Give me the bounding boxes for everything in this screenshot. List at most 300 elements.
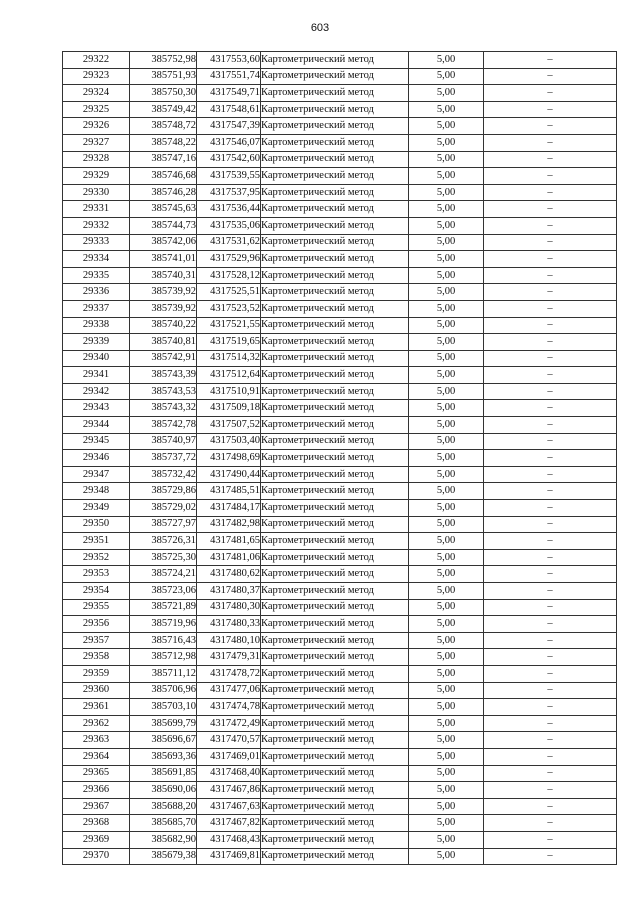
y-coordinate-cell: 4317549,71 — [197, 85, 261, 102]
method-cell: Картометрический метод — [261, 533, 409, 550]
table-row — [63, 599, 617, 616]
point-number-cell: 29336 — [63, 284, 130, 301]
y-coordinate-cell: 4317519,65 — [197, 334, 261, 351]
table-row — [63, 533, 617, 550]
point-number-cell: 29368 — [63, 815, 130, 832]
point-number-cell: 29352 — [63, 549, 130, 566]
accuracy-cell: 5,00 — [409, 450, 484, 467]
method-cell: Картометрический метод — [261, 383, 409, 400]
description-cell: – — [484, 234, 617, 251]
description-cell: – — [484, 516, 617, 533]
method-cell: Картометрический метод — [261, 284, 409, 301]
method-cell: Картометрический метод — [261, 483, 409, 500]
description-cell: – — [484, 500, 617, 517]
point-number-cell: 29359 — [63, 665, 130, 682]
point-number-cell: 29334 — [63, 251, 130, 268]
accuracy-cell: 5,00 — [409, 101, 484, 118]
point-number-cell: 29332 — [63, 217, 130, 234]
y-coordinate-cell: 4317485,51 — [197, 483, 261, 500]
method-cell: Картометрический метод — [261, 748, 409, 765]
accuracy-cell: 5,00 — [409, 616, 484, 633]
table-row — [63, 748, 617, 765]
point-number-cell: 29360 — [63, 682, 130, 699]
y-coordinate-cell: 4317484,17 — [197, 500, 261, 517]
point-number-cell: 29335 — [63, 267, 130, 284]
point-number-cell: 29340 — [63, 350, 130, 367]
method-cell: Картометрический метод — [261, 715, 409, 732]
method-cell: Картометрический метод — [261, 134, 409, 151]
accuracy-cell: 5,00 — [409, 665, 484, 682]
accuracy-cell: 5,00 — [409, 234, 484, 251]
x-coordinate-cell: 385740,22 — [130, 317, 197, 334]
table-row — [63, 466, 617, 483]
description-cell: – — [484, 52, 617, 69]
table-row — [63, 815, 617, 832]
method-cell: Картометрический метод — [261, 665, 409, 682]
point-number-cell: 29369 — [63, 831, 130, 848]
x-coordinate-cell: 385745,63 — [130, 201, 197, 218]
x-coordinate-cell: 385723,06 — [130, 583, 197, 600]
method-cell: Картометрический метод — [261, 566, 409, 583]
point-number-cell: 29361 — [63, 699, 130, 716]
method-cell: Картометрический метод — [261, 251, 409, 268]
x-coordinate-cell: 385732,42 — [130, 466, 197, 483]
method-cell: Картометрический метод — [261, 815, 409, 832]
x-coordinate-cell: 385739,92 — [130, 284, 197, 301]
description-cell: – — [484, 350, 617, 367]
x-coordinate-cell: 385746,68 — [130, 168, 197, 185]
accuracy-cell: 5,00 — [409, 334, 484, 351]
accuracy-cell: 5,00 — [409, 417, 484, 434]
y-coordinate-cell: 4317539,55 — [197, 168, 261, 185]
description-cell: – — [484, 334, 617, 351]
point-number-cell: 29322 — [63, 52, 130, 69]
table-row — [63, 732, 617, 749]
point-number-cell: 29363 — [63, 732, 130, 749]
point-number-cell: 29324 — [63, 85, 130, 102]
method-cell: Картометрический метод — [261, 267, 409, 284]
y-coordinate-cell: 4317479,31 — [197, 649, 261, 666]
accuracy-cell: 5,00 — [409, 184, 484, 201]
table-row — [63, 715, 617, 732]
accuracy-cell: 5,00 — [409, 201, 484, 218]
accuracy-cell: 5,00 — [409, 699, 484, 716]
method-cell: Картометрический метод — [261, 201, 409, 218]
point-number-cell: 29364 — [63, 748, 130, 765]
table-row — [63, 134, 617, 151]
point-number-cell: 29329 — [63, 168, 130, 185]
point-number-cell: 29347 — [63, 466, 130, 483]
accuracy-cell: 5,00 — [409, 765, 484, 782]
point-number-cell: 29349 — [63, 500, 130, 517]
method-cell: Картометрический метод — [261, 732, 409, 749]
description-cell: – — [484, 748, 617, 765]
description-cell: – — [484, 217, 617, 234]
table-row — [63, 267, 617, 284]
point-number-cell: 29348 — [63, 483, 130, 500]
table-row — [63, 383, 617, 400]
x-coordinate-cell: 385726,31 — [130, 533, 197, 550]
method-cell: Картометрический метод — [261, 682, 409, 699]
y-coordinate-cell: 4317536,44 — [197, 201, 261, 218]
y-coordinate-cell: 4317481,06 — [197, 549, 261, 566]
x-coordinate-cell: 385751,93 — [130, 68, 197, 85]
page-number: 603 — [310, 22, 330, 34]
table-row — [63, 417, 617, 434]
table-row — [63, 52, 617, 69]
description-cell: – — [484, 599, 617, 616]
point-number-cell: 29333 — [63, 234, 130, 251]
accuracy-cell: 5,00 — [409, 782, 484, 799]
accuracy-cell: 5,00 — [409, 267, 484, 284]
point-number-cell: 29339 — [63, 334, 130, 351]
x-coordinate-cell: 385744,73 — [130, 217, 197, 234]
table-body — [63, 52, 617, 865]
x-coordinate-cell: 385691,85 — [130, 765, 197, 782]
y-coordinate-cell: 4317548,61 — [197, 101, 261, 118]
accuracy-cell: 5,00 — [409, 566, 484, 583]
x-coordinate-cell: 385742,91 — [130, 350, 197, 367]
description-cell: – — [484, 151, 617, 168]
accuracy-cell: 5,00 — [409, 715, 484, 732]
table-row — [63, 566, 617, 583]
accuracy-cell: 5,00 — [409, 831, 484, 848]
description-cell: – — [484, 267, 617, 284]
y-coordinate-cell: 4317542,60 — [197, 151, 261, 168]
table-row — [63, 433, 617, 450]
x-coordinate-cell: 385729,02 — [130, 500, 197, 517]
description-cell: – — [484, 383, 617, 400]
description-cell: – — [484, 566, 617, 583]
method-cell: Картометрический метод — [261, 500, 409, 517]
x-coordinate-cell: 385742,78 — [130, 417, 197, 434]
description-cell: – — [484, 798, 617, 815]
method-cell: Картометрический метод — [261, 433, 409, 450]
y-coordinate-cell: 4317498,69 — [197, 450, 261, 467]
accuracy-cell: 5,00 — [409, 649, 484, 666]
method-cell: Картометрический метод — [261, 334, 409, 351]
y-coordinate-cell: 4317480,37 — [197, 583, 261, 600]
y-coordinate-cell: 4317509,18 — [197, 400, 261, 417]
method-cell: Картометрический метод — [261, 831, 409, 848]
description-cell: – — [484, 317, 617, 334]
method-cell: Картометрический метод — [261, 217, 409, 234]
method-cell: Картометрический метод — [261, 118, 409, 135]
y-coordinate-cell: 4317547,39 — [197, 118, 261, 135]
y-coordinate-cell: 4317529,96 — [197, 251, 261, 268]
point-number-cell: 29341 — [63, 367, 130, 384]
table-row — [63, 85, 617, 102]
method-cell: Картометрический метод — [261, 782, 409, 799]
point-number-cell: 29358 — [63, 649, 130, 666]
accuracy-cell: 5,00 — [409, 251, 484, 268]
method-cell: Картометрический метод — [261, 798, 409, 815]
table-row — [63, 284, 617, 301]
y-coordinate-cell: 4317470,57 — [197, 732, 261, 749]
description-cell: – — [484, 715, 617, 732]
table-row — [63, 217, 617, 234]
point-number-cell: 29344 — [63, 417, 130, 434]
description-cell: – — [484, 184, 617, 201]
point-number-cell: 29338 — [63, 317, 130, 334]
description-cell: – — [484, 583, 617, 600]
table-row — [63, 516, 617, 533]
method-cell: Картометрический метод — [261, 699, 409, 716]
x-coordinate-cell: 385699,79 — [130, 715, 197, 732]
y-coordinate-cell: 4317546,07 — [197, 134, 261, 151]
x-coordinate-cell: 385729,86 — [130, 483, 197, 500]
x-coordinate-cell: 385746,28 — [130, 184, 197, 201]
point-number-cell: 29353 — [63, 566, 130, 583]
table-row — [63, 118, 617, 135]
description-cell: – — [484, 483, 617, 500]
table-row — [63, 632, 617, 649]
method-cell: Картометрический метод — [261, 599, 409, 616]
table-row — [63, 201, 617, 218]
method-cell: Картометрический метод — [261, 400, 409, 417]
y-coordinate-cell: 4317472,49 — [197, 715, 261, 732]
accuracy-cell: 5,00 — [409, 217, 484, 234]
x-coordinate-cell: 385690,06 — [130, 782, 197, 799]
accuracy-cell: 5,00 — [409, 549, 484, 566]
method-cell: Картометрический метод — [261, 68, 409, 85]
x-coordinate-cell: 385719,96 — [130, 616, 197, 633]
y-coordinate-cell: 4317474,78 — [197, 699, 261, 716]
table-row — [63, 831, 617, 848]
accuracy-cell: 5,00 — [409, 533, 484, 550]
y-coordinate-cell: 4317512,64 — [197, 367, 261, 384]
accuracy-cell: 5,00 — [409, 118, 484, 135]
method-cell: Картометрический метод — [261, 52, 409, 69]
x-coordinate-cell: 385750,30 — [130, 85, 197, 102]
accuracy-cell: 5,00 — [409, 300, 484, 317]
x-coordinate-cell: 385743,32 — [130, 400, 197, 417]
x-coordinate-cell: 385682,90 — [130, 831, 197, 848]
description-cell: – — [484, 201, 617, 218]
coordinates-table — [62, 51, 617, 865]
point-number-cell: 29351 — [63, 533, 130, 550]
accuracy-cell: 5,00 — [409, 798, 484, 815]
description-cell: – — [484, 665, 617, 682]
table-row — [63, 450, 617, 467]
accuracy-cell: 5,00 — [409, 748, 484, 765]
method-cell: Картометрический метод — [261, 649, 409, 666]
point-number-cell: 29330 — [63, 184, 130, 201]
description-cell: – — [484, 732, 617, 749]
point-number-cell: 29325 — [63, 101, 130, 118]
table-row — [63, 649, 617, 666]
accuracy-cell: 5,00 — [409, 52, 484, 69]
table-row — [63, 367, 617, 384]
method-cell: Картометрический метод — [261, 417, 409, 434]
table-row — [63, 168, 617, 185]
point-number-cell: 29323 — [63, 68, 130, 85]
table-row — [63, 184, 617, 201]
y-coordinate-cell: 4317490,44 — [197, 466, 261, 483]
description-cell: – — [484, 85, 617, 102]
y-coordinate-cell: 4317531,62 — [197, 234, 261, 251]
y-coordinate-cell: 4317467,82 — [197, 815, 261, 832]
method-cell: Картометрический метод — [261, 151, 409, 168]
x-coordinate-cell: 385725,30 — [130, 549, 197, 566]
description-cell: – — [484, 417, 617, 434]
x-coordinate-cell: 385748,22 — [130, 134, 197, 151]
y-coordinate-cell: 4317537,95 — [197, 184, 261, 201]
x-coordinate-cell: 385752,98 — [130, 52, 197, 69]
y-coordinate-cell: 4317525,51 — [197, 284, 261, 301]
y-coordinate-cell: 4317551,74 — [197, 68, 261, 85]
description-cell: – — [484, 101, 617, 118]
method-cell: Картометрический метод — [261, 300, 409, 317]
table-row — [63, 334, 617, 351]
x-coordinate-cell: 385679,38 — [130, 848, 197, 865]
method-cell: Картометрический метод — [261, 765, 409, 782]
x-coordinate-cell: 385748,72 — [130, 118, 197, 135]
y-coordinate-cell: 4317467,63 — [197, 798, 261, 815]
point-number-cell: 29366 — [63, 782, 130, 799]
x-coordinate-cell: 385711,12 — [130, 665, 197, 682]
point-number-cell: 29326 — [63, 118, 130, 135]
table-row — [63, 101, 617, 118]
table-row — [63, 483, 617, 500]
point-number-cell: 29327 — [63, 134, 130, 151]
y-coordinate-cell: 4317553,60 — [197, 52, 261, 69]
x-coordinate-cell: 385742,06 — [130, 234, 197, 251]
description-cell: – — [484, 616, 617, 633]
description-cell: – — [484, 699, 617, 716]
x-coordinate-cell: 385703,10 — [130, 699, 197, 716]
table-row — [63, 782, 617, 799]
x-coordinate-cell: 385743,53 — [130, 383, 197, 400]
accuracy-cell: 5,00 — [409, 632, 484, 649]
y-coordinate-cell: 4317467,86 — [197, 782, 261, 799]
description-cell: – — [484, 134, 617, 151]
y-coordinate-cell: 4317480,30 — [197, 599, 261, 616]
description-cell: – — [484, 367, 617, 384]
description-cell: – — [484, 168, 617, 185]
x-coordinate-cell: 385740,81 — [130, 334, 197, 351]
accuracy-cell: 5,00 — [409, 168, 484, 185]
point-number-cell: 29365 — [63, 765, 130, 782]
accuracy-cell: 5,00 — [409, 367, 484, 384]
y-coordinate-cell: 4317481,65 — [197, 533, 261, 550]
method-cell: Картометрический метод — [261, 234, 409, 251]
method-cell: Картометрический метод — [261, 549, 409, 566]
table-row — [63, 616, 617, 633]
point-number-cell: 29328 — [63, 151, 130, 168]
accuracy-cell: 5,00 — [409, 350, 484, 367]
x-coordinate-cell: 385724,21 — [130, 566, 197, 583]
table-row — [63, 699, 617, 716]
method-cell: Картометрический метод — [261, 616, 409, 633]
accuracy-cell: 5,00 — [409, 151, 484, 168]
table-row — [63, 798, 617, 815]
description-cell: – — [484, 118, 617, 135]
y-coordinate-cell: 4317469,81 — [197, 848, 261, 865]
table-row — [63, 549, 617, 566]
accuracy-cell: 5,00 — [409, 682, 484, 699]
accuracy-cell: 5,00 — [409, 134, 484, 151]
method-cell: Картометрический метод — [261, 466, 409, 483]
x-coordinate-cell: 385743,39 — [130, 367, 197, 384]
y-coordinate-cell: 4317480,10 — [197, 632, 261, 649]
x-coordinate-cell: 385685,70 — [130, 815, 197, 832]
accuracy-cell: 5,00 — [409, 466, 484, 483]
x-coordinate-cell: 385749,42 — [130, 101, 197, 118]
table-row — [63, 300, 617, 317]
y-coordinate-cell: 4317478,72 — [197, 665, 261, 682]
x-coordinate-cell: 385740,97 — [130, 433, 197, 450]
y-coordinate-cell: 4317477,06 — [197, 682, 261, 699]
description-cell: – — [484, 649, 617, 666]
method-cell: Картометрический метод — [261, 632, 409, 649]
point-number-cell: 29370 — [63, 848, 130, 865]
accuracy-cell: 5,00 — [409, 599, 484, 616]
y-coordinate-cell: 4317528,12 — [197, 267, 261, 284]
table-row — [63, 848, 617, 865]
y-coordinate-cell: 4317480,33 — [197, 616, 261, 633]
description-cell: – — [484, 68, 617, 85]
point-number-cell: 29331 — [63, 201, 130, 218]
y-coordinate-cell: 4317468,40 — [197, 765, 261, 782]
description-cell: – — [484, 251, 617, 268]
accuracy-cell: 5,00 — [409, 500, 484, 517]
y-coordinate-cell: 4317480,62 — [197, 566, 261, 583]
accuracy-cell: 5,00 — [409, 383, 484, 400]
y-coordinate-cell: 4317535,06 — [197, 217, 261, 234]
description-cell: – — [484, 682, 617, 699]
y-coordinate-cell: 4317523,52 — [197, 300, 261, 317]
table-row — [63, 68, 617, 85]
accuracy-cell: 5,00 — [409, 516, 484, 533]
point-number-cell: 29342 — [63, 383, 130, 400]
point-number-cell: 29346 — [63, 450, 130, 467]
description-cell: – — [484, 831, 617, 848]
description-cell: – — [484, 450, 617, 467]
table-row — [63, 500, 617, 517]
method-cell: Картометрический метод — [261, 168, 409, 185]
point-number-cell: 29350 — [63, 516, 130, 533]
point-number-cell: 29355 — [63, 599, 130, 616]
table-row — [63, 765, 617, 782]
x-coordinate-cell: 385721,89 — [130, 599, 197, 616]
accuracy-cell: 5,00 — [409, 85, 484, 102]
method-cell: Картометрический метод — [261, 450, 409, 467]
description-cell: – — [484, 284, 617, 301]
accuracy-cell: 5,00 — [409, 68, 484, 85]
description-cell: – — [484, 549, 617, 566]
x-coordinate-cell: 385740,31 — [130, 267, 197, 284]
description-cell: – — [484, 782, 617, 799]
accuracy-cell: 5,00 — [409, 848, 484, 865]
x-coordinate-cell: 385688,20 — [130, 798, 197, 815]
x-coordinate-cell: 385706,96 — [130, 682, 197, 699]
x-coordinate-cell: 385727,97 — [130, 516, 197, 533]
method-cell: Картометрический метод — [261, 101, 409, 118]
method-cell: Картометрический метод — [261, 317, 409, 334]
point-number-cell: 29357 — [63, 632, 130, 649]
description-cell: – — [484, 848, 617, 865]
point-number-cell: 29362 — [63, 715, 130, 732]
method-cell: Картометрический метод — [261, 516, 409, 533]
y-coordinate-cell: 4317507,52 — [197, 417, 261, 434]
method-cell: Картометрический метод — [261, 367, 409, 384]
accuracy-cell: 5,00 — [409, 483, 484, 500]
point-number-cell: 29356 — [63, 616, 130, 633]
table-row — [63, 151, 617, 168]
accuracy-cell: 5,00 — [409, 433, 484, 450]
y-coordinate-cell: 4317469,01 — [197, 748, 261, 765]
